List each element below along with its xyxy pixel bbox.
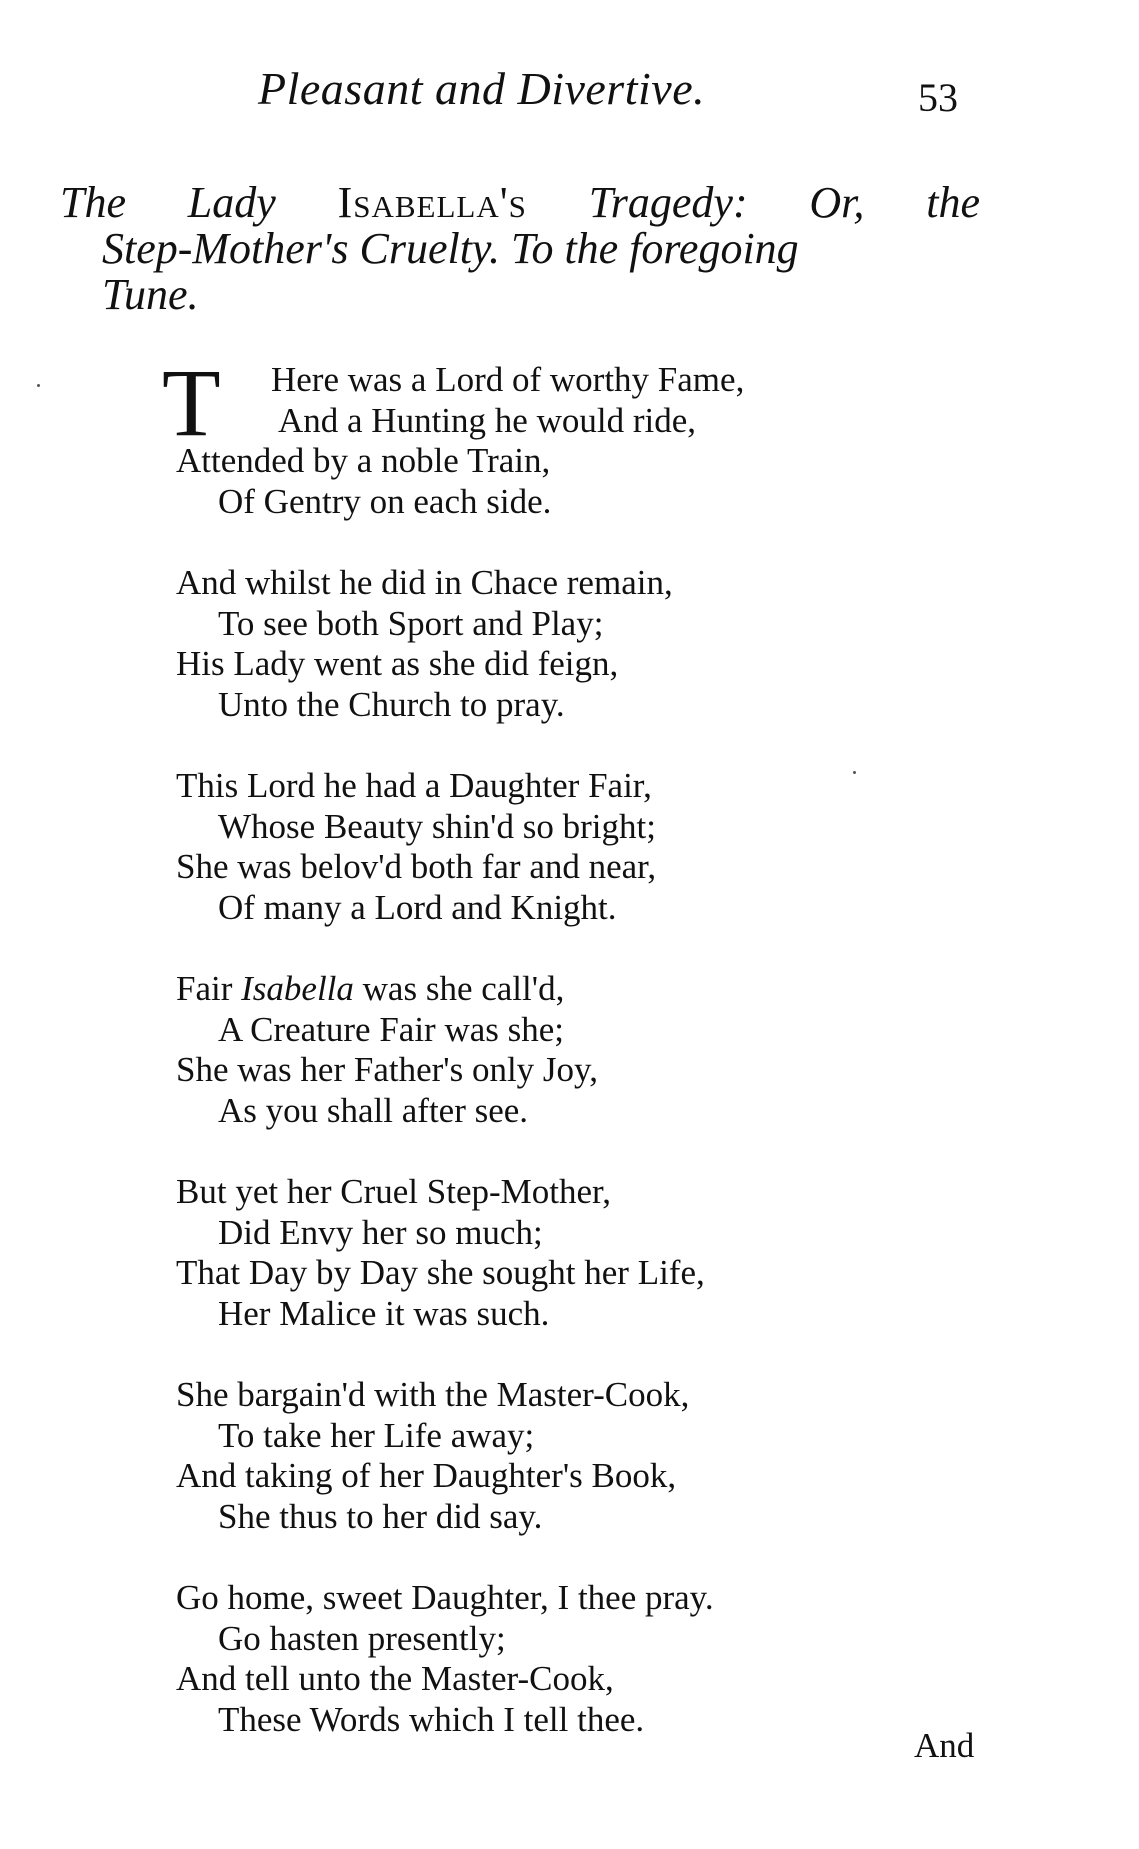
verse-line: To take her Life away; xyxy=(218,1415,535,1455)
title-word: Tragedy: xyxy=(588,178,748,227)
drop-cap: T xyxy=(162,349,221,456)
stanza xyxy=(176,766,996,928)
poem-title xyxy=(60,180,980,318)
poem-body xyxy=(176,360,996,1781)
stanza xyxy=(176,563,996,725)
verse-line: And taking of her Daughter's Book, xyxy=(176,1456,677,1495)
verse-line: A Creature Fair was she; xyxy=(218,1009,565,1049)
name-isabella: Isabella xyxy=(241,969,354,1008)
title-word: Lady xyxy=(187,178,276,227)
verse-line: Of many a Lord and Knight. xyxy=(218,887,617,927)
title-word: The xyxy=(60,178,126,227)
paper-speck xyxy=(853,771,856,774)
verse-line: Of Gentry on each side. xyxy=(218,481,552,521)
page-number: 53 xyxy=(918,75,958,120)
verse-line: As you shall after see. xyxy=(218,1090,529,1130)
verse-line: Go hasten presently; xyxy=(218,1618,506,1658)
verse-line: Did Envy her so much; xyxy=(218,1212,543,1252)
verse-line: Attended by a noble Train, xyxy=(176,441,551,480)
verse-line: And a Hunting he would ride, xyxy=(278,400,696,440)
running-title: Pleasant and Divertive. xyxy=(258,63,706,114)
stanza xyxy=(176,360,996,522)
verse-line: Fair Isabella was she call'd, xyxy=(176,969,565,1008)
paper-speck xyxy=(37,384,40,387)
verse-line: And whilst he did in Chace remain, xyxy=(176,563,673,602)
title-word: the xyxy=(926,178,980,227)
verse-line: These Words which I tell thee. xyxy=(218,1699,645,1739)
verse-line: Here was a Lord of worthy Fame, xyxy=(271,360,745,399)
verse-line: To see both Sport and Play; xyxy=(218,603,604,643)
stanza xyxy=(176,1172,996,1334)
title-line-1 xyxy=(60,180,980,226)
title-line-2: Step-Mother's Cruelty. To the foregoing xyxy=(102,224,799,273)
verse-line: Her Malice it was such. xyxy=(218,1293,550,1333)
running-head xyxy=(0,62,1139,122)
stanza xyxy=(176,1578,996,1740)
stanza xyxy=(176,969,996,1131)
verse-line: She was her Father's only Joy, xyxy=(176,1050,599,1089)
verse-line: She thus to her did say. xyxy=(218,1496,543,1536)
title-line-3: Tune. xyxy=(102,270,199,319)
verse-line: She was belov'd both far and near, xyxy=(176,847,657,886)
verse-line: This Lord he had a Daughter Fair, xyxy=(176,766,652,805)
verse-line: And tell unto the Master-Cook, xyxy=(176,1659,614,1698)
title-name: Isabella's xyxy=(337,178,527,227)
verse-line: Unto the Church to pray. xyxy=(218,684,565,724)
verse-line: She bargain'd with the Master-Cook, xyxy=(176,1375,690,1414)
catchword: And xyxy=(914,1726,975,1765)
verse-line: Whose Beauty shin'd so bright; xyxy=(218,806,656,846)
verse-line: His Lady went as she did feign, xyxy=(176,644,619,683)
title-word: Or, xyxy=(809,178,865,227)
stanza xyxy=(176,1375,996,1537)
verse-line: But yet her Cruel Step-Mother, xyxy=(176,1172,612,1211)
verse-line: That Day by Day she sought her Life, xyxy=(176,1253,705,1292)
verse-line: Go home, sweet Daughter, I thee pray. xyxy=(176,1578,714,1617)
